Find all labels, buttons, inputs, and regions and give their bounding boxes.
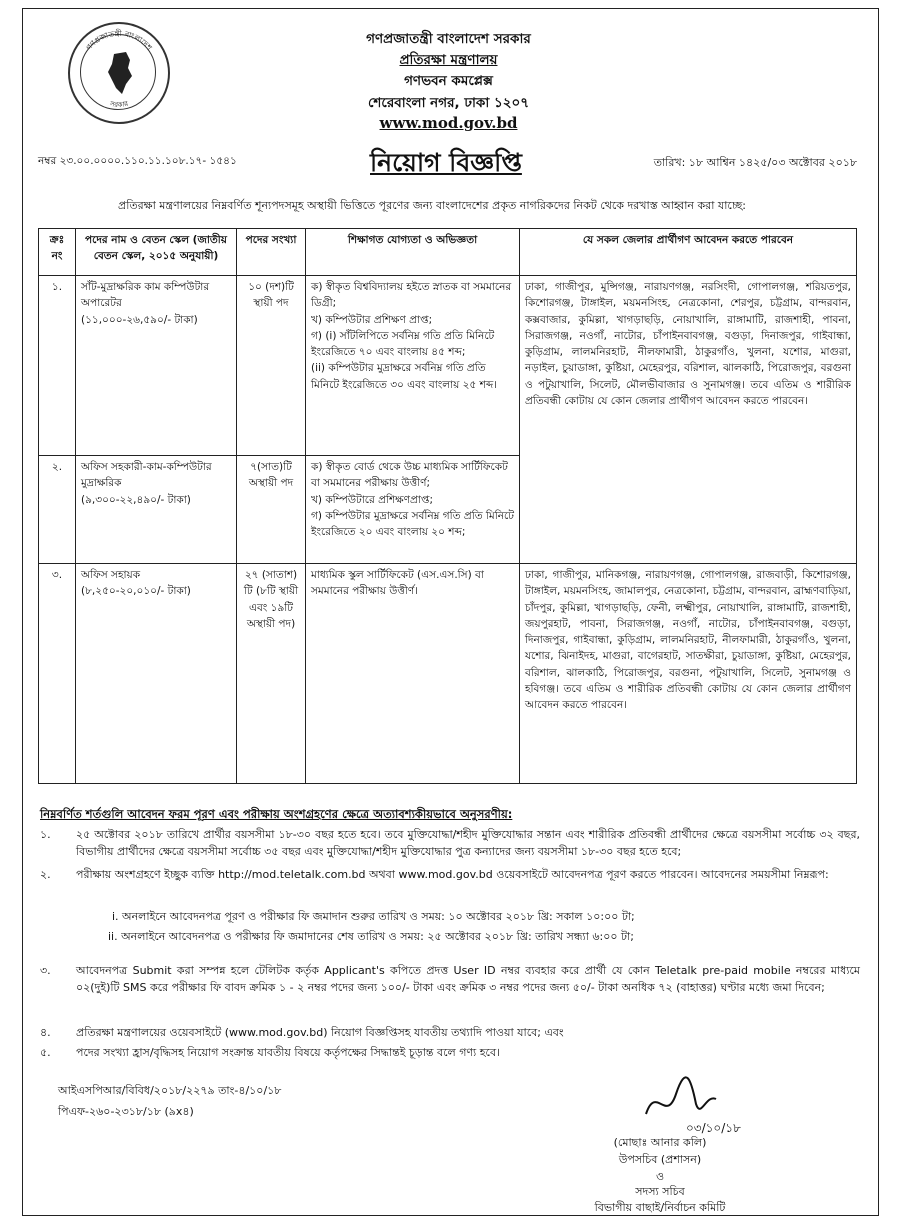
condition-number: ১.	[40, 828, 51, 841]
signer-name: (মোছাঃ আনার কলি)	[613, 1136, 707, 1149]
post-name: অফিস সহায়ক	[81, 569, 141, 581]
signer-and: ও	[655, 1170, 665, 1183]
post-scale: (৮,২৫০-২০,০১০/- টাকা)	[81, 585, 191, 598]
row-districts: ঢাকা, গাজীপুর, মুন্সিগঞ্জ, নারায়ণগঞ্জ, নরসিংদী, গোপালগঞ্জ, শরিয়তপুর, কিশোরগঞ্জ, টাঙ্গাইল, ময়মনসিংহ, নেত্রকোনা, শেরপুর, চট্টগ্রাম, বান্দরবান, কক্সবাজার, কুমিল্লা, খাগড়াছড়ি, নোয়াখালি, রাঙ্গামাটি, রাজশাহী, পাবনা, সিরাজগঞ্জ, নওগাঁ, নাটোর, চাঁপাইনবাবগঞ্জ, বগুড়া, দিনাজপুর, গাইবান্ধা, কুড়িগ্রাম, লালমনিরহাট, নীলফামারী, ঠাকুরগাঁও, খুলনা, যশোর, মাগুরা, নড়াইল, চুয়াডাঙ্গা, কুষ্টিয়া, মেহেরপুর, বরিশাল, ঝালকাঠি, পিরোজপুর, বরগুনা ও পটুয়াখালি, সিলেট, মৌলভীবাজার ও সুনামগঞ্জ। তবে এতিম ও শারীরিক প্রতিবন্ধী কোটায় যে কোন জেলার প্রার্থীগণ আবেদন করতে পারবেন।	[520, 276, 857, 564]
header-qualification: শিক্ষাগত যোগ্যতা ও অভিজ্ঞতা	[306, 229, 520, 276]
notice-date: তারিখ: ১৮ আশ্বিন ১৪২৫/০৩ অক্টোবর ২০১৮	[653, 156, 857, 169]
header-address: শেরেবাংলা নগর, ঢাকা ১২০৭	[367, 95, 530, 111]
condition-number: ৫.	[40, 1046, 51, 1059]
header-serial: ক্রঃ নং	[39, 229, 76, 276]
condition-number: ৪.	[40, 1026, 51, 1039]
condition-number: ২.	[40, 868, 51, 881]
table-row	[39, 276, 857, 456]
header-website[interactable]: www.mod.gov.bd	[379, 114, 518, 132]
post-name: সাঁট-মুদ্রাক্ষরিক কাম কম্পিউটার অপারেটর	[81, 281, 210, 310]
schedule-end: ii. অনলাইনে আবেদনপত্র ও পরীক্ষার ফি জমাদানের শেষ তারিখ ও সময়: ২৫ অক্টোবর ২০১৮ খ্রি: তারিখ সন্ধ্যা ৬:০০ টা;	[108, 930, 634, 943]
signer-committee: বিভাগীয় বাছাই/নির্বাচন কমিটি	[594, 1201, 726, 1214]
condition-text: পদের সংখ্যা হ্রাস/বৃদ্ধিসহ নিয়োগ সংক্রান্ত যাবতীয় বিষয়ে কর্তৃপক্ষের সিদ্ধান্তই চূড়ান্ত বলে গণ্য হবে।	[76, 1046, 501, 1059]
qual-item: গ) কম্পিউটার মুদ্রাক্ষরে সর্বনিম্ন গতি প্রতি মিনিটে ইংরেজিতে ২০ এবং বাংলায় ২০ শব্দ;	[311, 509, 514, 539]
schedule-start: i. অনলাইনে আবেদনপত্র পূরণ ও পরীক্ষার ফি জমাদান শুরুর তারিখ ও সময়: ১০ অক্টোবর ২০১৮ খ্রি: সকাল ১০:০০ টা;	[112, 910, 635, 923]
row-qualification	[306, 276, 520, 456]
qual-item: গ) (i) সাঁটলিপিতে সর্বনিম্ন গতি প্রতি মিনিটে ইংরেজিতে ৭০ এবং বাংলায় ৪৫ শব্দ;	[311, 329, 495, 359]
condition-text: প্রতিরক্ষা মন্ত্রণালয়ের ওয়েবসাইটে (www.mod.gov.bd) নিয়োগ বিজ্ঞপ্তিসহ যাবতীয় তথ্যাদি পাওয়া যাবে; এবং	[76, 1026, 564, 1039]
row-qualification	[306, 456, 520, 564]
condition-number: ৩.	[40, 964, 51, 977]
seal-text-top: গণপ্রজাতন্ত্রী বাংলাদেশ	[84, 28, 154, 52]
qual-item: ক) স্বীকৃত বিশ্ববিদ্যালয় হইতে স্নাতক বা সমমানের ডিগ্রী;	[311, 281, 512, 310]
row-count: ৭(সাত)টি অস্থায়ী পদ	[237, 456, 306, 564]
header-count: পদের সংখ্যা	[237, 229, 306, 276]
qual-item: মাধ্যমিক স্কুল সার্টিফিকেট (এস.এস.সি) বা সমমানের পরীক্ষায় উত্তীর্ণ।	[311, 569, 484, 598]
conditions-heading: নিম্নবর্ণিত শর্তগুলি আবেদন ফরম পূরণ এবং পরীক্ষায় অংশগ্রহণের ক্ষেত্রে অত্যাবশ্যকীয়ভাবে অনুসরণীয়:	[40, 807, 513, 821]
condition-text: ২৫ অক্টোবর ২০১৮ তারিখে প্রার্থীর বয়সসীমা ১৮-৩০ বছর হতে হবে। তবে মুক্তিযোদ্ধা/শহীদ মুক্তিযোদ্ধার সন্তান এবং শারীরিক প্রতিবন্ধী প্রার্থীদের ক্ষেত্রে বয়সসীমা সর্বোচ্চ ৩২ বছর, বিভাগীয় প্রার্থীদের ক্ষেত্রে বয়সসীমা সর্বোচ্চ ৩৫ বছর এবং মুক্তিযোদ্ধা/শহীদ মুক্তিযোদ্ধার পুত্র কন্যাদের জন্য বয়সসীমা ১৮-৩০ বছর হতে হবে;	[76, 828, 860, 859]
header-districts: যে সকল জেলার প্রার্থীগণ আবেদন করতে পারবেন	[520, 229, 857, 276]
table-row	[39, 564, 857, 784]
qual-item: (ii) কম্পিউটার মুদ্রাক্ষরে সর্বনিম্ন গতি প্রতি মিনিটে ইংরেজিতে ৩০ এবং বাংলায় ২৫ শব্দ।	[311, 362, 497, 391]
row-post	[76, 276, 237, 456]
signer-title: উপসচিব (প্রশাসন)	[618, 1153, 702, 1166]
header-post: পদের নাম ও বেতন স্কেল (জাতীয় বেতন স্কেল, ২০১৫ অনুযায়ী)	[76, 229, 237, 276]
condition-item	[40, 962, 860, 996]
vacancy-table	[38, 228, 857, 784]
condition-item	[40, 866, 860, 883]
signature-date: ০৩/১০/১৮	[686, 1121, 741, 1134]
condition-item	[40, 826, 860, 860]
row-count: ১০ (দশ)টি স্থায়ী পদ	[237, 276, 306, 456]
row-serial: ৩.	[39, 564, 76, 784]
condition-item	[40, 1044, 860, 1061]
seal-text-bottom: সরকার	[109, 99, 130, 110]
reference-number-2: পিএফ-২৬০-২৩১৮/১৮ (৯x৪)	[58, 1105, 194, 1118]
post-scale: (১১,০০০-২৬,৫৯০/- টাকা)	[81, 313, 198, 326]
header-govt: গণপ্রজাতন্ত্রী বাংলাদেশ সরকার	[366, 31, 531, 47]
post-scale: (৯,৩০০-২২,৪৯০/- টাকা)	[81, 493, 191, 506]
header-complex: গণভবন কমপ্লেক্স	[404, 73, 493, 89]
row-serial: ১.	[39, 276, 76, 456]
condition-item	[40, 1024, 860, 1041]
qual-item: খ) কম্পিউটার প্রশিক্ষণ প্রাপ্ত;	[311, 313, 433, 326]
intro-text: প্রতিরক্ষা মন্ত্রণালয়ের নিম্নবর্ণিত শূন্যপদসমূহ অস্থায়ী ভিত্তিতে পূরণের জন্য বাংলাদেশের প্রকৃত নাগরিকদের নিকট থেকে দরখাস্ত আহ্বান করা যাচ্ছে:	[118, 199, 746, 212]
row-serial: ২.	[39, 456, 76, 564]
reference-number: আইএসপিআর/বিবিধ/২০১৮/২২৭৯ তাং-৪/১০/১৮	[58, 1084, 282, 1097]
row-qualification	[306, 564, 520, 784]
signature	[636, 1074, 756, 1134]
qual-item: ক) স্বীকৃত বোর্ড থেকে উচ্চ মাধ্যমিক সার্টিফিকেট বা সমমানের পরীক্ষায় উত্তীর্ণ;	[311, 461, 508, 490]
memo-number: নম্বর ২৩.০০.০০০০.১১০.১১.১০৮.১৭- ১৫৪১	[38, 155, 237, 167]
page-title: নিয়োগ বিজ্ঞপ্তি	[370, 148, 522, 177]
condition-text: পরীক্ষায় অংশগ্রহণে ইচ্ছুক ব্যক্তি http://mod.teletalk.com.bd অথবা www.mod.gov.bd ওয়েবসাইটে আবেদনপত্র পূরণ করতে পারবেন। আবেদনের সময়সীমা নিম্নরূপ:	[76, 868, 829, 881]
header-ministry: প্রতিরক্ষা মন্ত্রণালয়	[399, 52, 498, 68]
condition-text: আবেদনপত্র Submit করা সম্পন্ন হলে টেলিটক কর্তৃক Applicant's কপিতে প্রদত্ত User ID নম্বর ব্যবহার করে প্রার্থী যে কোন Teletalk pre-paid mobile নম্বরের মাধ্যমে ০২(দুই)টি SMS করে পরীক্ষার ফি বাবদ ক্রমিক ১ - ২ নম্বর পদের জন্য ১০০/- টাকা এবং ক্রমিক ৩ নম্বর পদের জন্য ৫০/- টাকা অনধিক ৭২ (বাহাত্তর) ঘণ্টার মধ্যে জমা দিবেন;	[76, 964, 860, 995]
row-post	[76, 564, 237, 784]
row-post	[76, 456, 237, 564]
row-districts: ঢাকা, গাজীপুর, মানিকগঞ্জ, নারায়ণগঞ্জ, গোপালগঞ্জ, রাজবাড়ী, কিশোরগঞ্জ, টাঙ্গাইল, ময়মনসিংহ, জামালপুর, নেত্রকোনা, চট্টগ্রাম, বান্দরবান, ব্রাহ্মণবাড়িয়া, চাঁদপুর, কুমিল্লা, খাগড়াছড়ি, ফেনী, লক্ষ্মীপুর, নোয়াখালি, রাঙ্গামাটি, রাজশাহী, জয়পুরহাট, পাবনা, সিরাজগঞ্জ, নওগাঁ, নাটোর, চাঁপাইনবাবগঞ্জ, বগুড়া, দিনাজপুর, গাইবান্ধা, কুড়িগ্রাম, লালমনিরহাট, নীলফামারী, ঠাকুরগাঁও, খুলনা, যশোর, ঝিনাইদহ, মাগুরা, বাগেরহাট, সাতক্ষীরা, চুয়াডাঙ্গা, কুষ্টিয়া, মেহেরপুর, বরিশাল, ঝালকাঠি, পিরোজপুর, বরগুনা, পটুয়াখালি, সিলেট, সুনামগঞ্জ ও হবিগঞ্জ। তবে এতিম ও শারীরিক প্রতিবন্ধী কোটায় যে কোন জেলার প্রার্থীগণ আবেদন করতে পারবেন।	[520, 564, 857, 784]
post-name: অফিস সহকারী-কাম-কম্পিউটার মুদ্রাক্ষরিক	[81, 461, 212, 490]
qual-item: খ) কম্পিউটারে প্রশিক্ষণপ্রাপ্ত;	[311, 493, 434, 506]
signer-role: সদস্য সচিব	[635, 1185, 685, 1198]
row-count: ২৭ (সাতাশ) টি (৮টি স্থায়ী এবং ১৯টি অস্থায়ী পদ)	[237, 564, 306, 784]
